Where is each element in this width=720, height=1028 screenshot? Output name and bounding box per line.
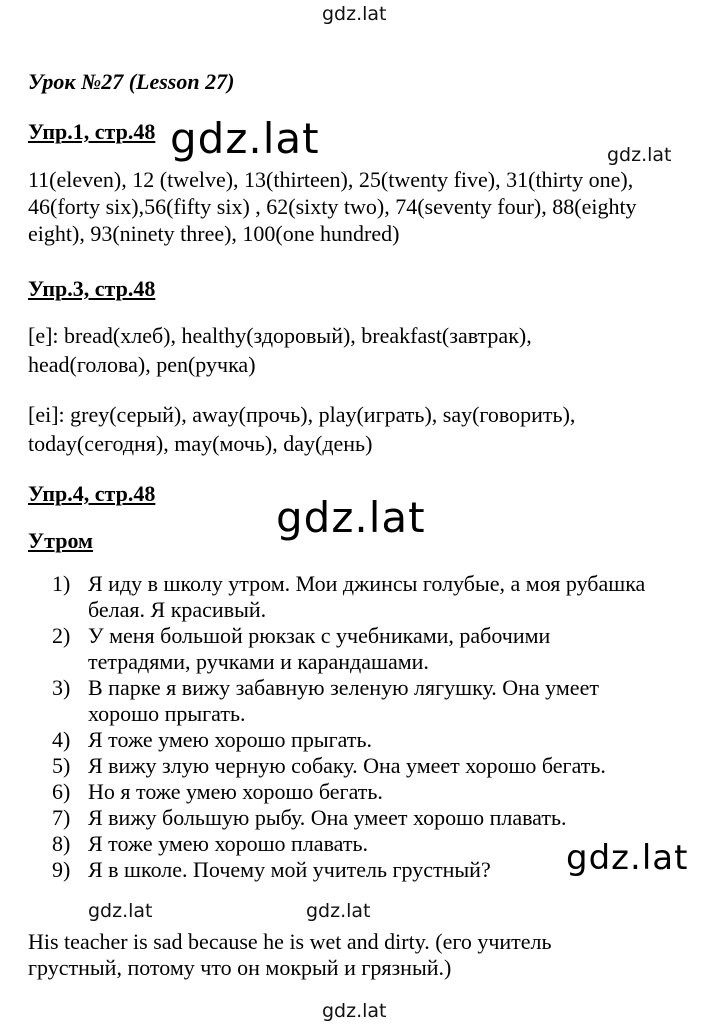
list-item (52, 805, 645, 831)
exercise-4-subheading: Утром (28, 528, 94, 553)
item-line: У меня большой рюкзак с учебниками, рабочими (88, 623, 551, 648)
exercise-1-heading: Упр.1, стр.48 (28, 119, 156, 144)
item-line: Я вижу злую черную собаку. Она умеет хорошо бегать. (88, 753, 606, 778)
item-number: 1) (52, 571, 71, 596)
item-line: Но я тоже умею хорошо бегать. (88, 779, 383, 804)
list-item (52, 571, 645, 623)
item-number: 9) (52, 857, 71, 882)
list-item (52, 831, 645, 857)
watermark-footer: gdz.lat (322, 1000, 387, 1022)
item-line: Я тоже умею хорошо плавать. (88, 831, 369, 856)
story-list (52, 571, 645, 883)
item-line: Я иду в школу утром. Мои джинсы голубые, а моя рубашка (88, 571, 646, 596)
answer-line-1: His teacher is sad because he is wet and dirty. (его учитель (28, 929, 552, 954)
list-item (52, 753, 645, 779)
item-line: хорошо прыгать. (88, 701, 246, 726)
watermark-large-2: gdz.lat (276, 493, 426, 542)
list-item (52, 623, 645, 675)
exercise-3-e-line-1: [e]: bread(хлеб), healthy(здоровый), breakfast(завтрак), (28, 323, 532, 348)
list-item (52, 727, 645, 753)
exercise-4-heading: Упр.4, стр.48 (28, 481, 156, 506)
watermark-large-1: gdz.lat (170, 114, 320, 163)
item-number: 2) (52, 623, 71, 648)
watermark-top: gdz.lat (322, 3, 387, 25)
answer-line-2: грустный, потому что он мокрый и грязный.) (28, 955, 452, 980)
exercise-3-e-line-2: head(голова), pen(ручка) (28, 352, 256, 377)
item-number: 4) (52, 727, 71, 752)
item-number: 7) (52, 805, 71, 830)
item-number: 3) (52, 675, 71, 700)
exercise-3-heading: Упр.3, стр.48 (28, 276, 156, 301)
item-number: 5) (52, 753, 71, 778)
list-item (52, 779, 645, 805)
watermark-bottom-left: gdz.lat (88, 900, 153, 922)
watermark-small-right: gdz.lat (607, 144, 672, 166)
exercise-1-line-3: eight), 93(ninety three), 100(one hundred) (28, 221, 400, 246)
watermark-large-3: gdz.lat (566, 838, 689, 878)
item-line: Я в школе. Почему мой учитель грустный? (88, 857, 491, 882)
exercise-3-ei-line-2: today(сегодня), may(мочь), day(день) (28, 431, 373, 456)
item-number: 6) (52, 779, 71, 804)
item-number: 8) (52, 831, 71, 856)
list-item (52, 675, 645, 727)
exercise-1-line-2: 46(forty six),56(fifty six) , 62(sixty two), 74(seventy four), 88(eighty (28, 194, 637, 219)
item-line: Я вижу большую рыбу. Она умеет хорошо плавать. (88, 805, 567, 830)
item-line: тетрадями, ручками и карандашами. (88, 649, 429, 674)
item-line: В парке я вижу забавную зеленую лягушку. Она умеет (88, 675, 599, 700)
list-item (52, 857, 645, 883)
item-line: белая. Я красивый. (88, 597, 267, 622)
exercise-1-line-1: 11(eleven), 12 (twelve), 13(thirteen), 25(twenty five), 31(thirty one), (28, 167, 634, 192)
exercise-3-ei-line-1: [ei]: grey(серый), away(прочь), play(играть), say(говорить), (28, 402, 576, 427)
lesson-title: Урок №27 (Lesson 27) (28, 69, 235, 94)
item-line: Я тоже умею хорошо прыгать. (88, 727, 372, 752)
watermark-bottom-mid: gdz.lat (306, 900, 371, 922)
